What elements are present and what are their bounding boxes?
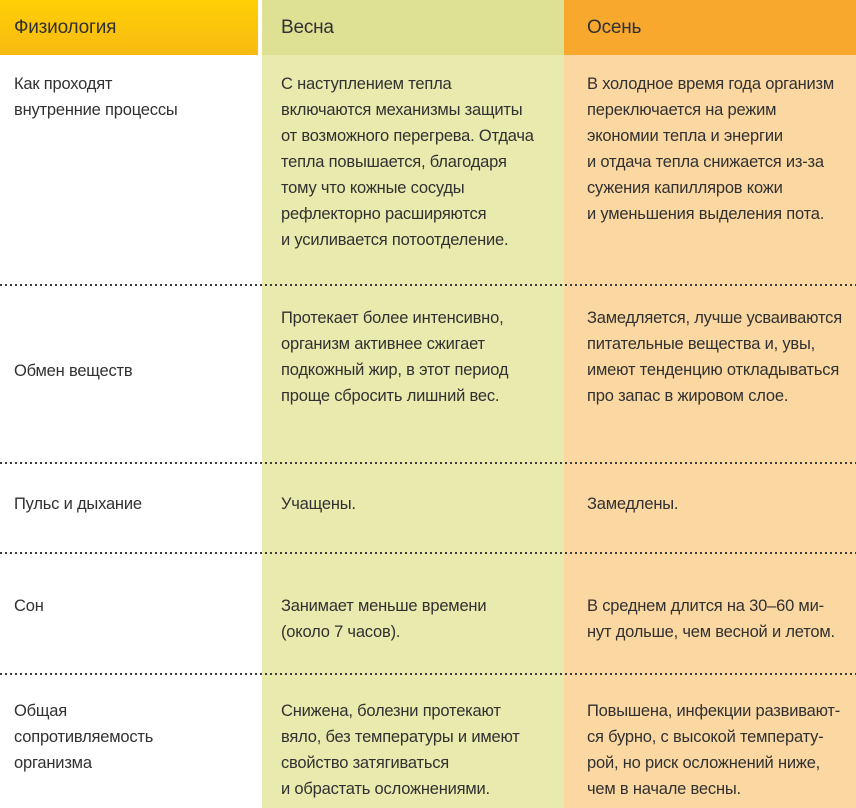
row-label-resistance: Общая сопротивляемость организма xyxy=(14,702,154,772)
row-separator-1 xyxy=(0,284,856,286)
cell-resistance-spring: Снижена, болезни протекают вяло, без температуры и имеют свойство затягиваться и обрастать осложнениями. xyxy=(281,702,520,798)
column-header-autumn xyxy=(564,0,856,55)
cell-internal-processes-autumn: В холодное время года организм переключается на режим экономии тепла и энергии и отдача тепла снижается из-за сужения капилляров кожи и уменьшения выделения пота. xyxy=(587,75,835,223)
row-separator-2 xyxy=(0,462,856,464)
header-label-spring: Весна xyxy=(281,16,334,38)
cell-sleep-autumn: В среднем длится на 30–60 ми- нут дольше, чем весной и летом. xyxy=(587,597,835,641)
cell-pulse-breathing-spring: Учащены. xyxy=(281,495,356,513)
row-label-pulse-breathing: Пульс и дыхание xyxy=(14,495,142,513)
cell-sleep-spring: Занимает меньше времени (около 7 часов). xyxy=(281,597,487,641)
row-separator-4 xyxy=(0,673,856,675)
header-label-physiology: Физиология xyxy=(14,16,117,38)
row-label-sleep: Сон xyxy=(14,597,44,615)
header-label-autumn: Осень xyxy=(587,16,642,38)
cell-metabolism-autumn: Замедляется, лучше усваиваются питательные вещества и, увы, имеют тенденцию откладываться про запас в жировом слое. xyxy=(587,309,842,405)
cell-pulse-breathing-autumn: Замедлены. xyxy=(587,495,679,513)
cell-internal-processes-spring: С наступлением тепла включаются механизмы защиты от возможного перегрева. Отдача тепла повышается, благодаря тому что кожные сосуды рефлекторно расширяются и усиливается потоотделение. xyxy=(281,75,534,249)
row-separator-3 xyxy=(0,552,856,554)
row-label-internal-processes: Как проходят внутренние процессы xyxy=(14,75,178,119)
column-header-physiology xyxy=(0,0,262,55)
row-label-metabolism: Обмен веществ xyxy=(14,362,133,380)
cell-metabolism-spring: Протекает более интенсивно, организм активнее сжигает подкожный жир, в этот период проще сбросить лишний вес. xyxy=(281,309,509,405)
cell-resistance-autumn: Повышена, инфекции развивают- ся бурно, с высокой температу- рой, но риск осложнений ниже, чем в начале весны. xyxy=(587,702,841,798)
column-header-spring xyxy=(262,0,564,55)
